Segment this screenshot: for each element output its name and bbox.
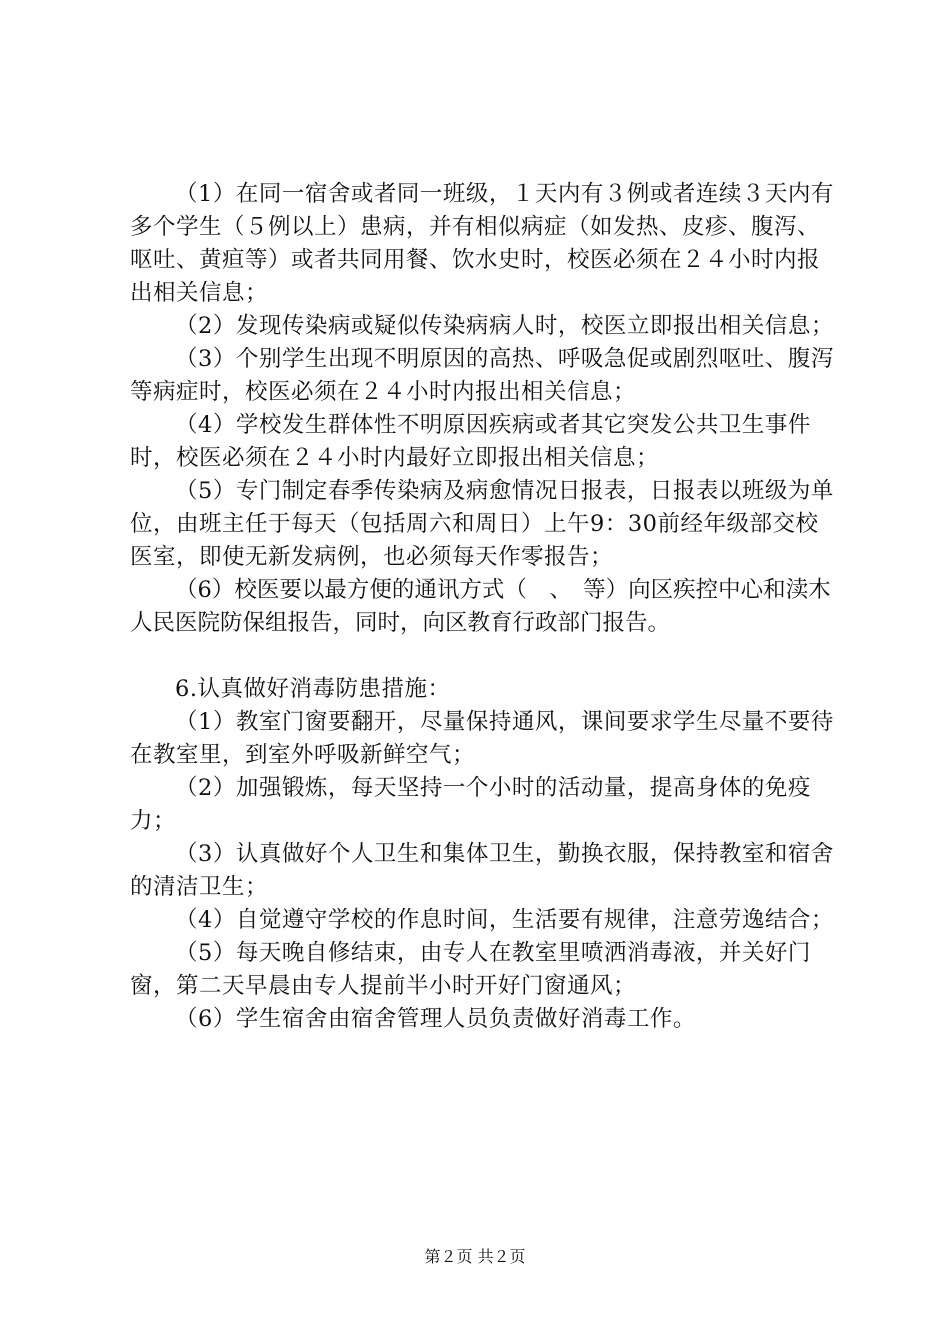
section5-item-1: （1）在同一宿舍或者同一班级，１天内有３例或者连续３天内有多个学生（５例以上）患病，并有相似病症（如发热、皮疹、腹泻、呕吐、黄疸等）或者共同用餐、饮水史时，校医必须在２４小时内报出相关信息； <box>130 181 834 306</box>
document-body <box>130 178 840 1036</box>
page-number-footer: 第２页 共２页 <box>424 1247 526 1266</box>
section5-item-3: （3）个别学生出现不明原因的高热、呼吸急促或剧烈呕吐、腹泻等病症时，校医必须在２４小时内报出相关信息； <box>130 346 834 405</box>
section6-item-3: （3）认真做好个人卫生和集体卫生，勤换衣服，保持教室和宿舍的清洁卫生； <box>130 841 834 900</box>
section6-item-1: （1）教室门窗要翻开，尽量保持通风，课间要求学生尽量不要待在教室里，到室外呼吸新鲜空气； <box>130 709 834 768</box>
section6-item-6: （6）学生宿舍由宿舍管理人员负责做好消毒工作。 <box>175 1006 696 1032</box>
section6-item-4: （4）自觉遵守学校的作息时间，生活要有规律，注意劳逸结合； <box>175 907 834 933</box>
section6-item-5: （5）每天晚自修结束，由专人在教室里喷洒消毒液，并关好门窗，第二天早晨由专人提前半小时开好门窗通风； <box>130 940 811 999</box>
section5-item-2: （2）发现传染病或疑似传染病病人时，校医立即报出相关信息； <box>175 313 834 339</box>
section6-heading: 6.认真做好消毒防患措施： <box>175 676 451 702</box>
section6-item-2: （2）加强锻炼，每天坚持一个小时的活动量，提高身体的免疫力； <box>130 775 811 834</box>
section5-item-4: （4）学校发生群体性不明原因疾病或者其它突发公共卫生事件时，校医必须在２４小时内最好立即报出相关信息； <box>130 412 811 471</box>
section5-item-5: （5）专门制定春季传染病及病愈情况日报表，日报表以班级为单位，由班主任于每天（包括周六和周日）上午9：30前经年级部交校医室，即使无新发病例，也必须每天作零报告； <box>130 478 834 570</box>
section5-item-6: （6）校医要以最方便的通讯方式（ 、 等）向区疾控中心和渎木人民医院防保组报告，同时，向区教育行政部门报告。 <box>130 577 831 636</box>
